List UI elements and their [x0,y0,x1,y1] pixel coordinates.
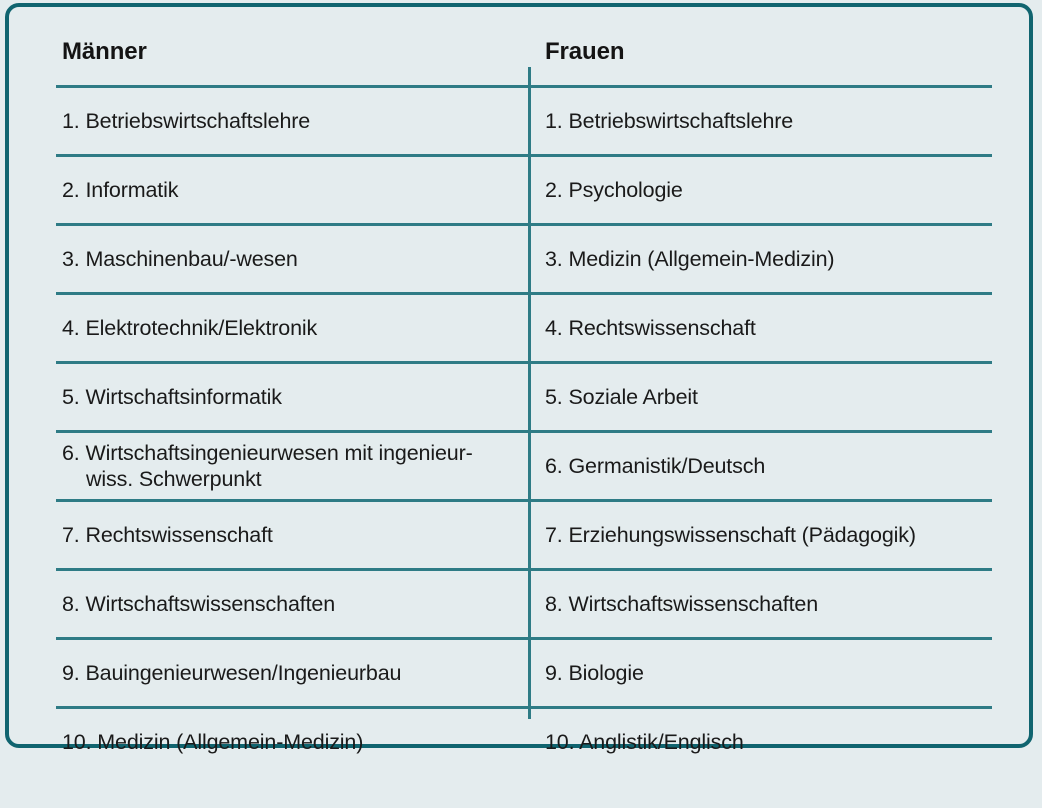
table-cell-women [524,364,992,430]
list-item-label: 5. Wirtschaftsinformatik [62,384,282,409]
list-item-line-2: wiss. Schwerpunkt [86,467,262,491]
table-cell-women [524,709,992,775]
column-header-cell-women [524,19,992,85]
list-item-label: 9. Biologie [545,660,644,685]
ranking-card [5,3,1033,754]
list-item-label: 2. Informatik [62,177,179,202]
list-item-label: 8. Wirtschaftswissenschaften [545,591,819,616]
table-cell-men [56,571,524,637]
table-row [56,502,992,568]
table-cell-men [56,88,524,154]
table-cell-women [524,640,992,706]
list-item-label: 6. Germanistik/Deutsch [545,453,766,478]
table-cell-men [56,295,524,361]
ranking-table [56,19,992,808]
table-row [56,226,992,292]
table-row [56,571,992,637]
list-item-label: 10. Anglistik/Englisch [545,729,744,754]
table-cell-women [524,433,992,499]
list-item-label: 4. Elektrotechnik/Elektronik [62,315,318,340]
table-cell-women [524,88,992,154]
table-cell-men [56,640,524,706]
table-row [56,157,992,223]
table-row [56,433,992,499]
table-cell-men [56,502,524,568]
list-item-label: 1. Betriebswirtschaftslehre [62,108,311,133]
table-cell-men [56,157,524,223]
list-item-label: 7. Erziehungswissenschaft (Pädagogik) [545,522,916,547]
table-cell-men [56,364,524,430]
table-row [56,709,992,775]
table-row [56,640,992,706]
list-item-label: 2. Psychologie [545,177,683,202]
column-header-women: Frauen [545,38,625,65]
column-header-cell-men [56,19,524,85]
list-item-label: 5. Soziale Arbeit [545,384,698,409]
list-item-label: 1. Betriebswirtschaftslehre [545,108,794,133]
table-row [56,295,992,361]
list-item-label: 9. Bauingenieurwesen/Ingenieurbau [62,660,402,685]
list-item-line-1: 6. Wirtschaftsingenieurwesen mit ingenieur- [62,440,473,465]
table-cell-women [524,295,992,361]
list-item-label: 7. Rechtswissenschaft [62,522,273,547]
bottom-spacer [56,775,992,808]
column-header-men: Männer [62,38,147,65]
list-item-label: 8. Wirtschaftswissenschaften [62,591,336,616]
list-item-label: 4. Rechtswissenschaft [545,315,756,340]
table-cell-women [524,571,992,637]
table-cell-men [56,709,524,775]
table-cell-women [524,157,992,223]
table-cell-women [524,502,992,568]
list-item-label: 3. Medizin (Allgemein-Medizin) [545,246,835,271]
list-item-label: 10. Medizin (Allgemein-Medizin) [62,729,364,754]
table-cell-women [524,226,992,292]
table-row [56,364,992,430]
table-row [56,88,992,154]
table-cell-men [56,433,524,499]
table-cell-men [56,226,524,292]
table-header-row [56,19,992,85]
list-item-label: 3. Maschinenbau/-wesen [62,246,298,271]
list-item-label [62,440,473,492]
